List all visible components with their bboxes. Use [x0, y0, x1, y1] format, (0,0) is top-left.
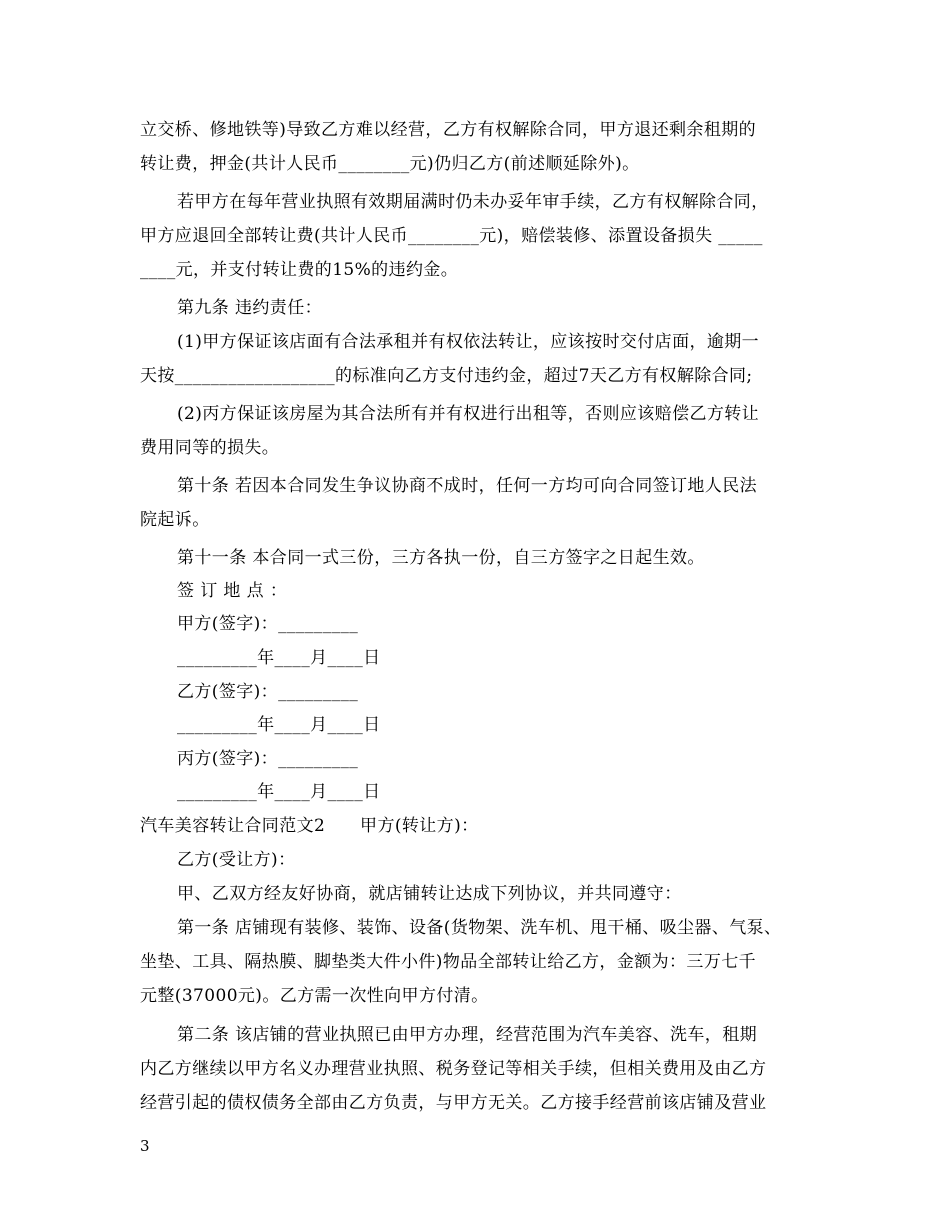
text-line: 第九条 违约责任： — [177, 298, 323, 318]
text-line: 经营引起的债权债务全部由乙方负责，与甲方无关。乙方接手经营前该店铺及营业 — [140, 1093, 767, 1113]
text-line: (2)丙方保证该房屋为其合法所有并有权进行出租等，否则应该赔偿乙方转让 — [177, 404, 760, 424]
text-line: 丙方(签字)：_________ — [177, 749, 359, 769]
text-line: 元整(37000元)。乙方需一次性向甲方付清。 — [140, 986, 489, 1006]
page-number: 3 — [140, 1137, 150, 1155]
text-line: 立交桥、修地铁等)导致乙方难以经营，乙方有权解除合同，甲方退还剩余租期的 — [140, 120, 757, 140]
text-line: 天按__________________的标准向乙方支付违约金，超过7天乙方有权解除合同; — [140, 366, 753, 386]
text-line: 汽车美容转让合同范文2 甲方(转让方)： — [140, 816, 479, 836]
text-line: 第一条 店铺现有装修、装饰、设备(货物架、洗车机、甩干桶、吸尘器、气泵、 — [177, 918, 782, 938]
text-line: _________年____月____日 — [177, 648, 381, 668]
text-line: _________年____月____日 — [177, 782, 381, 802]
text-line: 乙方(受让方)： — [177, 850, 296, 870]
text-line: 转让费，押金(共计人民币________元)仍归乙方(前述顺延除外)。 — [140, 154, 640, 174]
text-line: (1)甲方保证该店面有合法承租并有权依法转让，应该按时交付店面，逾期一 — [177, 332, 760, 352]
text-line: 院起诉。 — [140, 510, 210, 530]
text-line: 内乙方继续以甲方名义办理营业执照、税务登记等相关手续，但相关费用及由乙方 — [140, 1059, 767, 1079]
text-line: 坐垫、工具、隔热膜、脚垫类大件小件)物品全部转让给乙方，金额为：三万七千 — [140, 952, 757, 972]
text-line: _________年____月____日 — [177, 715, 381, 735]
text-line: 甲、乙双方经友好协商，就店铺转让达成下列协议，并共同遵守： — [177, 884, 682, 904]
text-line: 第十条 若因本合同发生争议协商不成时，任何一方均可向合同签订地人民法 — [177, 476, 758, 496]
text-line: 若甲方在每年营业执照有效期届满时仍未办妥年审手续，乙方有权解除合同， — [177, 192, 769, 212]
text-line: 甲方应退回全部转让费(共计人民币________元)，赔偿装修、添置设备损失 _____ — [140, 226, 763, 246]
text-line: 甲方(签字)：_________ — [177, 614, 359, 634]
text-line: 第十一条 本合同一式三份，三方各执一份，自三方签字之日起生效。 — [177, 548, 705, 568]
text-line: ____元，并支付转让费的15%的违约金。 — [140, 260, 459, 280]
text-line: 费用同等的损失。 — [140, 438, 280, 458]
text-line: 签 订 地 点 ： — [177, 581, 288, 601]
text-line: 乙方(签字)：_________ — [177, 682, 359, 702]
text-line: 第二条 该店铺的营业执照已由甲方办理，经营范围为汽车美容、洗车，租期 — [177, 1025, 758, 1045]
